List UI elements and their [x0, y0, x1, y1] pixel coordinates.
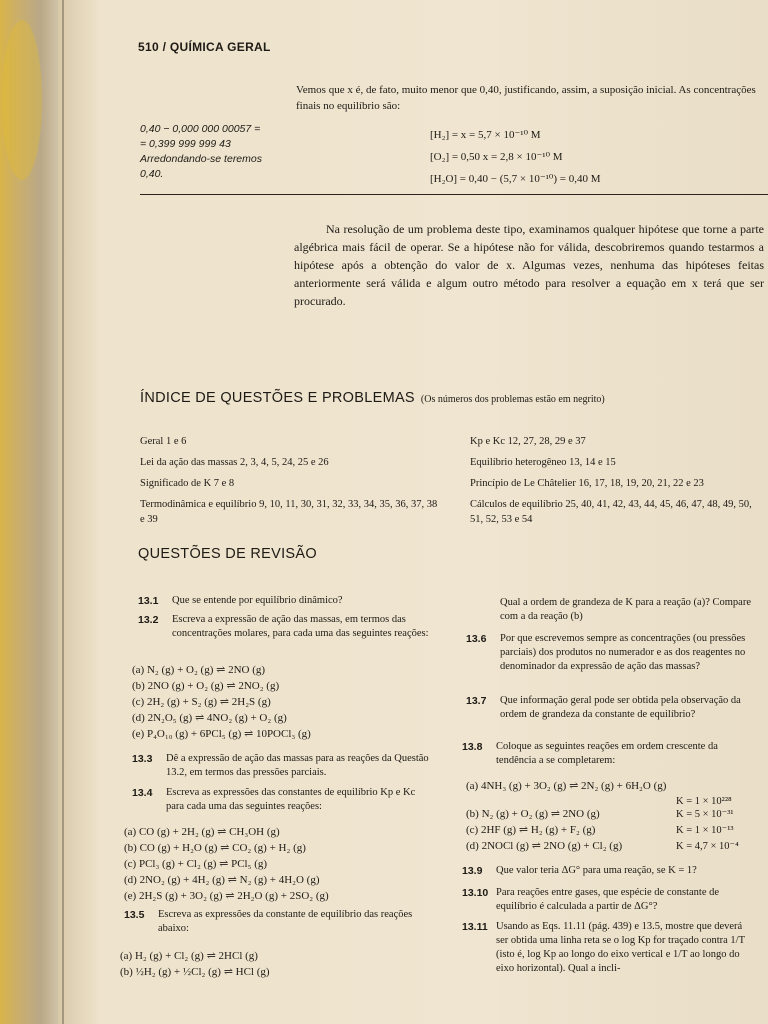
equilibrium-constant: K = 5 × 10⁻³¹ [676, 809, 734, 820]
reaction-item: (d) 2NO₂ (g) + 4H₂ (g) ⇌ N₂ (g) + 4H₂O (g) [124, 874, 320, 886]
reaction-item: (e) P₄O₁₀ (g) + 6PCl₅ (g) ⇌ 10POCl₃ (g) [132, 728, 311, 740]
divider [140, 194, 768, 195]
index-entry: Princípio de Le Châtelier 16, 17, 18, 19, 20, 21, 22 e 23 [470, 478, 704, 489]
reaction-item: (c) 2H₂ (g) + S₂ (g) ⇌ 2H₂S (g) [132, 696, 271, 708]
reaction-item: (b) CO (g) + H₂O (g) ⇌ CO₂ (g) + H₂ (g) [124, 842, 306, 854]
reaction-item: (b) N₂ (g) + O₂ (g) ⇌ 2NO (g) [466, 808, 600, 820]
index-note: (Os números dos problemas estão em negrito) [420, 394, 605, 405]
side-note-line: = 0,399 999 999 43 [140, 138, 231, 150]
question-13-8: 13.8 Coloque as seguintes reações em ordem crescente da tendência a se completarem: [462, 741, 718, 766]
page-stain [2, 20, 42, 180]
index-entry: Kp e Kc 12, 27, 28, 29 e 37 [470, 436, 586, 447]
side-note [140, 122, 310, 182]
equation: [H₂] = x = 5,7 × 10⁻¹⁰ M [430, 129, 541, 141]
index-entry: Termodinâmica e equilíbrio 9, 10, 11, 30, 31, 32, 33, 34, 35, 36, 37, 38 e 39 [140, 499, 438, 525]
equation: [H₂O] = 0,40 − (5,7 × 10⁻¹⁰) = 0,40 M [430, 173, 601, 185]
reaction-item: (a) N₂ (g) + O₂ (g) ⇌ 2NO (g) [132, 664, 266, 676]
side-note-line: 0,40. [140, 168, 164, 180]
index-title: ÍNDICE DE QUESTÕES E PROBLEMAS [140, 390, 415, 406]
body-paragraph: Na resolução de um problema deste tipo, examinamos qualquer hipótese que torne a parte algébrica mais fácil de operar. Se a hipótese não for válida, descobriremos quando testarmos a hipótese após a obtenção do valor de x. Algumas vezes, nenhuma das hipóteses feitas anteriormente será válida e algum outro método para resolver a equação em x terá que ser procurado. [294, 222, 764, 308]
running-header: 510 / QUÍMICA GERAL [138, 40, 271, 54]
reaction-item: (d) 2N₂O₅ (g) ⇌ 4NO₂ (g) + O₂ (g) [132, 712, 287, 724]
index-left-column [140, 434, 440, 533]
index-entry: Cálculos de equilíbrio 25, 40, 41, 42, 43, 44, 45, 46, 47, 48, 49, 50, 51, 52, 53 e 54 [470, 499, 752, 525]
question-13-7: 13.7 Que informação geral pode ser obtida pela observação da ordem de grandeza da constante de equilíbrio? [466, 695, 741, 720]
reaction-item: (a) 4NH₃ (g) + 3O₂ (g) ⇌ 2N₂ (g) + 6H₂O (g) [466, 780, 667, 792]
reaction-item: (b) ½H₂ (g) + ½Cl₂ (g) ⇌ HCl (g) [120, 966, 270, 978]
index-heading [140, 390, 605, 406]
question-13-9: 13.9 Que valor teria ΔG° para uma reação, se K = 1? [462, 865, 697, 877]
question-13-8-reactions-more [466, 806, 622, 854]
question-13-3: 13.3 Dê a expressão de ação das massas para as reações da Questão 13.2, em termos das pressões parciais. [132, 753, 429, 778]
question-13-2-reactions [132, 662, 311, 742]
book-title: QUÍMICA GERAL [169, 40, 271, 54]
reaction-item: (a) CO (g) + 2H₂ (g) ⇌ CH₃OH (g) [124, 826, 280, 838]
index-entry: Lei da ação das massas 2, 3, 4, 5, 24, 25 e 26 [140, 457, 329, 468]
equilibrium-constant: K = 1 × 10²²⁸ [676, 796, 732, 807]
equilibrium-constant: K = 4,7 × 10⁻⁴ [676, 841, 739, 852]
equation: [O₂] = 0,50 x = 2,8 × 10⁻¹⁰ M [430, 151, 563, 163]
reaction-item: (c) 2HF (g) ⇌ H₂ (g) + F₂ (g) [466, 824, 596, 836]
question-13-11: 13.11 Usando as Eqs. 11.11 (pág. 439) e 13.5, mostre que deverá ser obtida uma linha reta se o log Kp for traçado contra 1/T (isto é, log Kp ao longo do eixo vertical e 1/T ao longo do eixo horizontal). Qual a incli- [462, 921, 745, 974]
page-number: 510 [138, 40, 159, 54]
spine-shadow [62, 0, 64, 1024]
question-13-5: 13.5 Escreva as expressões da constante de equilíbrio das reações abaixo: [124, 909, 413, 934]
index-entry: Significado de K 7 e 8 [140, 478, 235, 489]
question-13-8-reactions [466, 778, 666, 794]
question-13-4: 13.4 Escreva as expressões das constantes de equilíbrio Kp e Kc para cada uma das seguintes reações: [132, 787, 416, 812]
question-13-4-reactions [124, 824, 329, 904]
equilibrium-constant: K = 1 × 10⁻¹³ [676, 825, 734, 836]
reaction-item: (b) 2NO (g) + O₂ (g) ⇌ 2NO₂ (g) [132, 680, 280, 692]
question-13-6: 13.6 Por que escrevemos sempre as concentrações (ou pressões parciais) dos produtos no numerador e as dos reagentes no denominador da expressão de ação das massas? [466, 633, 746, 672]
side-note-line: 0,40 − 0,000 000 00057 = [140, 123, 261, 135]
reaction-item: (a) H₂ (g) + Cl₂ (g) ⇌ 2HCl (g) [120, 950, 258, 962]
reaction-item: (c) PCl₃ (g) + Cl₂ (g) ⇌ PCl₅ (g) [124, 858, 268, 870]
solution-intro: Vemos que x é, de fato, muito menor que 0,40, justificando, assim, a suposição inicial. As concentrações finais no equilíbrio são: [296, 84, 756, 112]
review-heading: QUESTÕES DE REVISÃO [138, 546, 317, 562]
index-entry: Geral 1 e 6 [140, 436, 187, 447]
reaction-item: (d) 2NOCl (g) ⇌ 2NO (g) + Cl₂ (g) [466, 840, 623, 852]
reaction-item: (e) 2H₂S (g) + 3O₂ (g) ⇌ 2H₂O (g) + 2SO₂ (g) [124, 890, 329, 902]
question-13-2: 13.2 Escreva a expressão de ação das massas, em termos das concentrações molares, para cada uma das seguintes reações: [138, 614, 429, 639]
index-right-column [470, 434, 762, 533]
side-note-line: Arredondando-se teremos [140, 153, 262, 165]
question-13-5-reactions [120, 948, 270, 980]
question-13-5-continued: Qual a ordem de grandeza de K para a reação (a)? Compare com a da reação (b) [500, 597, 751, 622]
question-13-10: 13.10 Para reações entre gases, que espécie de constante de equilíbrio é calculada a partir de ΔG°? [462, 887, 720, 912]
question-13-1: 13.1 Que se entende por equilíbrio dinâmico? [138, 595, 343, 607]
equilibrium-concentrations [430, 124, 600, 190]
index-entry: Equilíbrio heterogêneo 13, 14 e 15 [470, 457, 616, 468]
